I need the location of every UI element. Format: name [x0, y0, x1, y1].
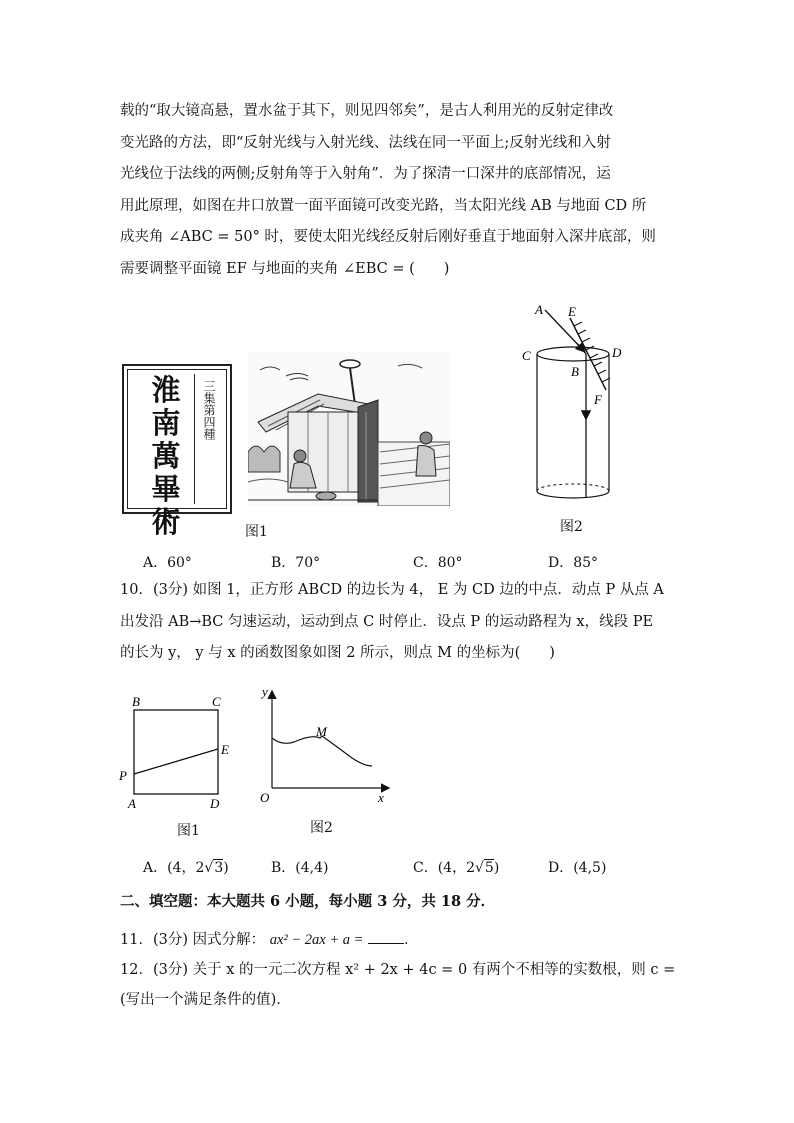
- q9-option-b[interactable]: B．70°: [271, 555, 321, 571]
- label-E: E: [568, 304, 576, 319]
- q9-text: [120, 96, 680, 285]
- q9-woodcut-illustration: [248, 352, 450, 506]
- function-curve: [272, 736, 372, 766]
- q10-line-2: 出发沿 AB→BC 匀速运动，运动到点 C 时停止．设点 P 的运动路程为 x，线段 PE: [120, 613, 654, 630]
- label-M: M: [316, 724, 327, 739]
- label-P: P: [119, 768, 127, 783]
- label-A: A: [128, 796, 136, 811]
- q11-answer-blank[interactable]: [368, 929, 404, 944]
- label-D: D: [612, 345, 622, 360]
- q9-option-a[interactable]: A．60°: [143, 555, 192, 571]
- label-A: A: [535, 302, 543, 317]
- label-B: B: [571, 364, 579, 379]
- sqrt-sign: √: [204, 860, 214, 876]
- q12-line-1: 12．(3分) 关于 x 的一元二次方程 x² + 2x + 4c = 0 有两个不相等的实数根，则 c =: [120, 962, 676, 978]
- book-title-main: 淮 南 萬 畢 術: [151, 373, 181, 539]
- label-C: C: [522, 348, 531, 363]
- q9-fig1-caption: 图1: [245, 524, 268, 540]
- label-D: D: [210, 796, 220, 811]
- q10-line-3: 的长为 y， y 与 x 的函数图象如图 2 所示，则点 M 的坐标为( ): [120, 645, 555, 661]
- q12-line-2: (写出一个满足条件的值)．: [120, 992, 291, 1008]
- q9-book-cover: [122, 364, 232, 539]
- q10-function-graph: [254, 684, 396, 808]
- q10-option-a[interactable]: A．(4，2√3): [143, 860, 229, 876]
- q9-fig2-caption: 图2: [560, 519, 583, 535]
- q10-option-b[interactable]: B．(4,4): [271, 860, 329, 876]
- section-heading: 二、填空题：本大题共 6 小题，每小题 3 分，共 18 分．: [120, 893, 496, 910]
- q10-text: [120, 575, 680, 670]
- q10-fig1-caption: 图1: [177, 823, 200, 839]
- label-x: x: [378, 790, 384, 805]
- book-title-side: 三集第四種: [202, 380, 216, 440]
- q9-line-3: 光线位于法线的两侧;反射角等于入射角”．为了探清一口深井的底部情况，运: [120, 166, 611, 182]
- label-O: O: [260, 790, 270, 805]
- q9-option-d[interactable]: D．85°: [548, 555, 599, 571]
- label-y: y: [262, 684, 268, 699]
- q9-line-4: 用此原理，如图在井口放置一面平面镜可改变光路，当太阳光线 AB 与地面 CD 所: [120, 197, 647, 214]
- q9-line-2: 变光路的方法，即“反射光线与入射光线、法线在同一平面上;反射光线和入射: [120, 134, 611, 151]
- q10-option-c[interactable]: C．(4，2√5): [413, 860, 500, 876]
- q11: 11．(3分) 因式分解： ax² − 2ax + a = ．: [120, 928, 419, 949]
- q9-line-1: 载的“取大镜高悬，置水盆于其下，则见四邻矣”，是古人利用光的反射定律改: [120, 103, 614, 119]
- label-F: F: [594, 392, 602, 407]
- q10-line-1: 10．(3分) 如图 1，正方形 ABCD 的边长为 4， E 为 CD 边的中点．动点 P 从点 A: [120, 582, 664, 598]
- q9-well-diagram: [518, 296, 638, 512]
- q10-fig2-caption: 图2: [310, 820, 333, 836]
- q10-square-figure: [114, 694, 244, 812]
- q9-option-c[interactable]: C．80°: [413, 555, 463, 571]
- q10-option-d[interactable]: D．(4,5): [548, 860, 607, 876]
- label-E: E: [221, 742, 229, 757]
- q9-line-6: 需要调整平面镜 EF 与地面的夹角 ∠EBC = ( ): [120, 260, 450, 277]
- label-C: C: [212, 694, 221, 709]
- q9-line-5: 成夹角 ∠ABC = 50° 时，要使太阳光线经反射后刚好垂直于地面射入深井底部，则: [120, 229, 656, 245]
- label-B: B: [132, 694, 140, 709]
- sqrt-sign: √: [475, 860, 484, 876]
